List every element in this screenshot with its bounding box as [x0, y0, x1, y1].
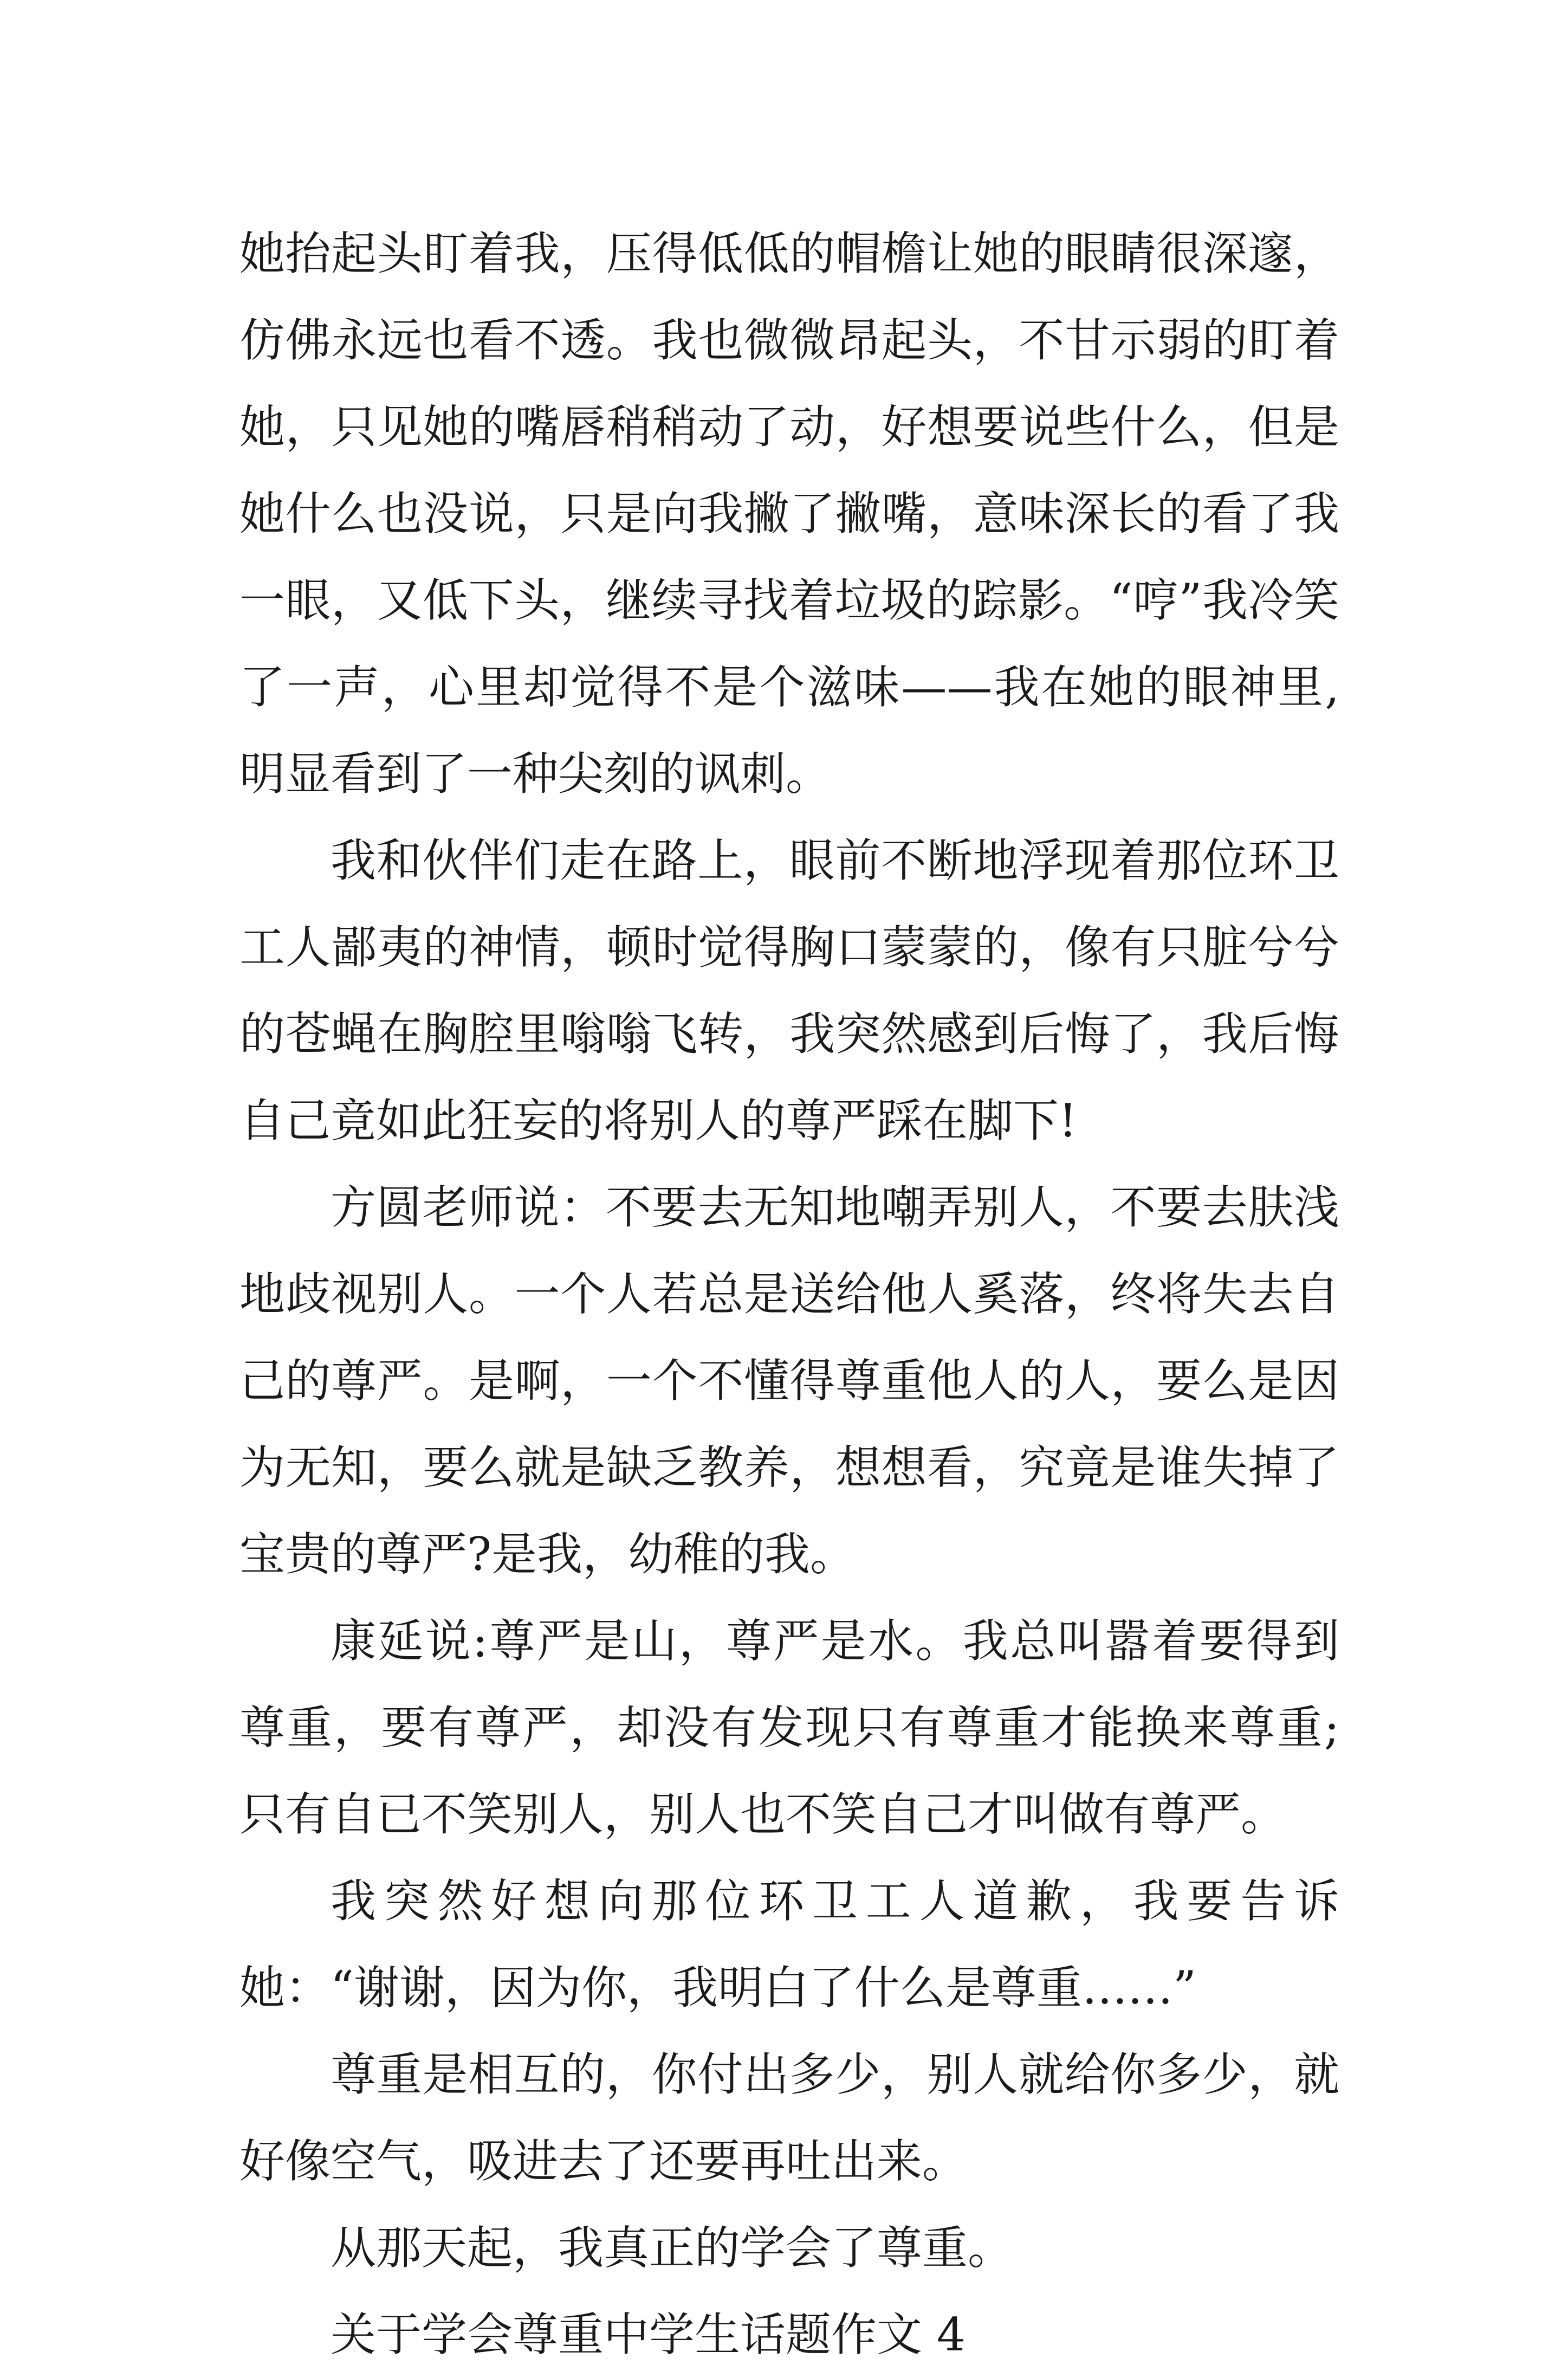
document-body: [239, 210, 1339, 2378]
paragraph-6: 尊重是相互的，你付出多少，别人就给你多少，就好像空气，吸进去了还要再吐出来。: [239, 2048, 1339, 2188]
paragraph-3: 方圆老师说：不要去无知地嘲弄别人，不要去肤浅地歧视别人。一个人若总是送给他人奚落，终将失去自己的尊严。是啊，一个不懂得尊重他人的人，要么是因为无知，要么就是缺乏教养，想想看，究竟是谁失掉了宝贵的尊严?是我，幼稚的我。: [239, 1181, 1339, 1581]
section-heading: 关于学会尊重中学生话题作文 4: [331, 2308, 966, 2361]
paragraph-7: 从那天起，我真正的学会了尊重。: [331, 2221, 1014, 2274]
paragraph-5: 我突然好想向那位环卫工人道歉，我要告诉她：“谢谢，因为你，我明白了什么是尊重……”: [239, 1875, 1339, 2014]
paragraph-1: 她抬起头盯着我，压得低低的帽檐让她的眼睛很深邃，仿佛永远也看不透。我也微微昂起头，不甘示弱的盯着她，只见她的嘴唇稍稍动了动，好想要说些什么，但是她什么也没说，只是向我撇了撇嘴，意味深长的看了我一眼，又低下头，继续寻找着垃圾的踪影。“哼”我冷笑了一声，心里却觉得不是个滋味——我在她的眼神里,明显看到了一种尖刻的讽刺。: [239, 227, 1339, 800]
paragraph-2: 我和伙伴们走在路上，眼前不断地浮现着那位环卫工人鄙夷的神情，顿时觉得胸口蒙蒙的，像有只脏兮兮的苍蝇在胸腔里嗡嗡飞转，我突然感到后悔了，我后悔自己竟如此狂妄的将别人的尊严踩在脚下!: [239, 834, 1339, 1147]
paragraph-4: 康延说:尊严是山，尊严是水。我总叫嚣着要得到尊重，要有尊严，却没有发现只有尊重才能换来尊重;只有自已不笑别人，别人也不笑自己才叫做有尊严。: [239, 1614, 1339, 1841]
